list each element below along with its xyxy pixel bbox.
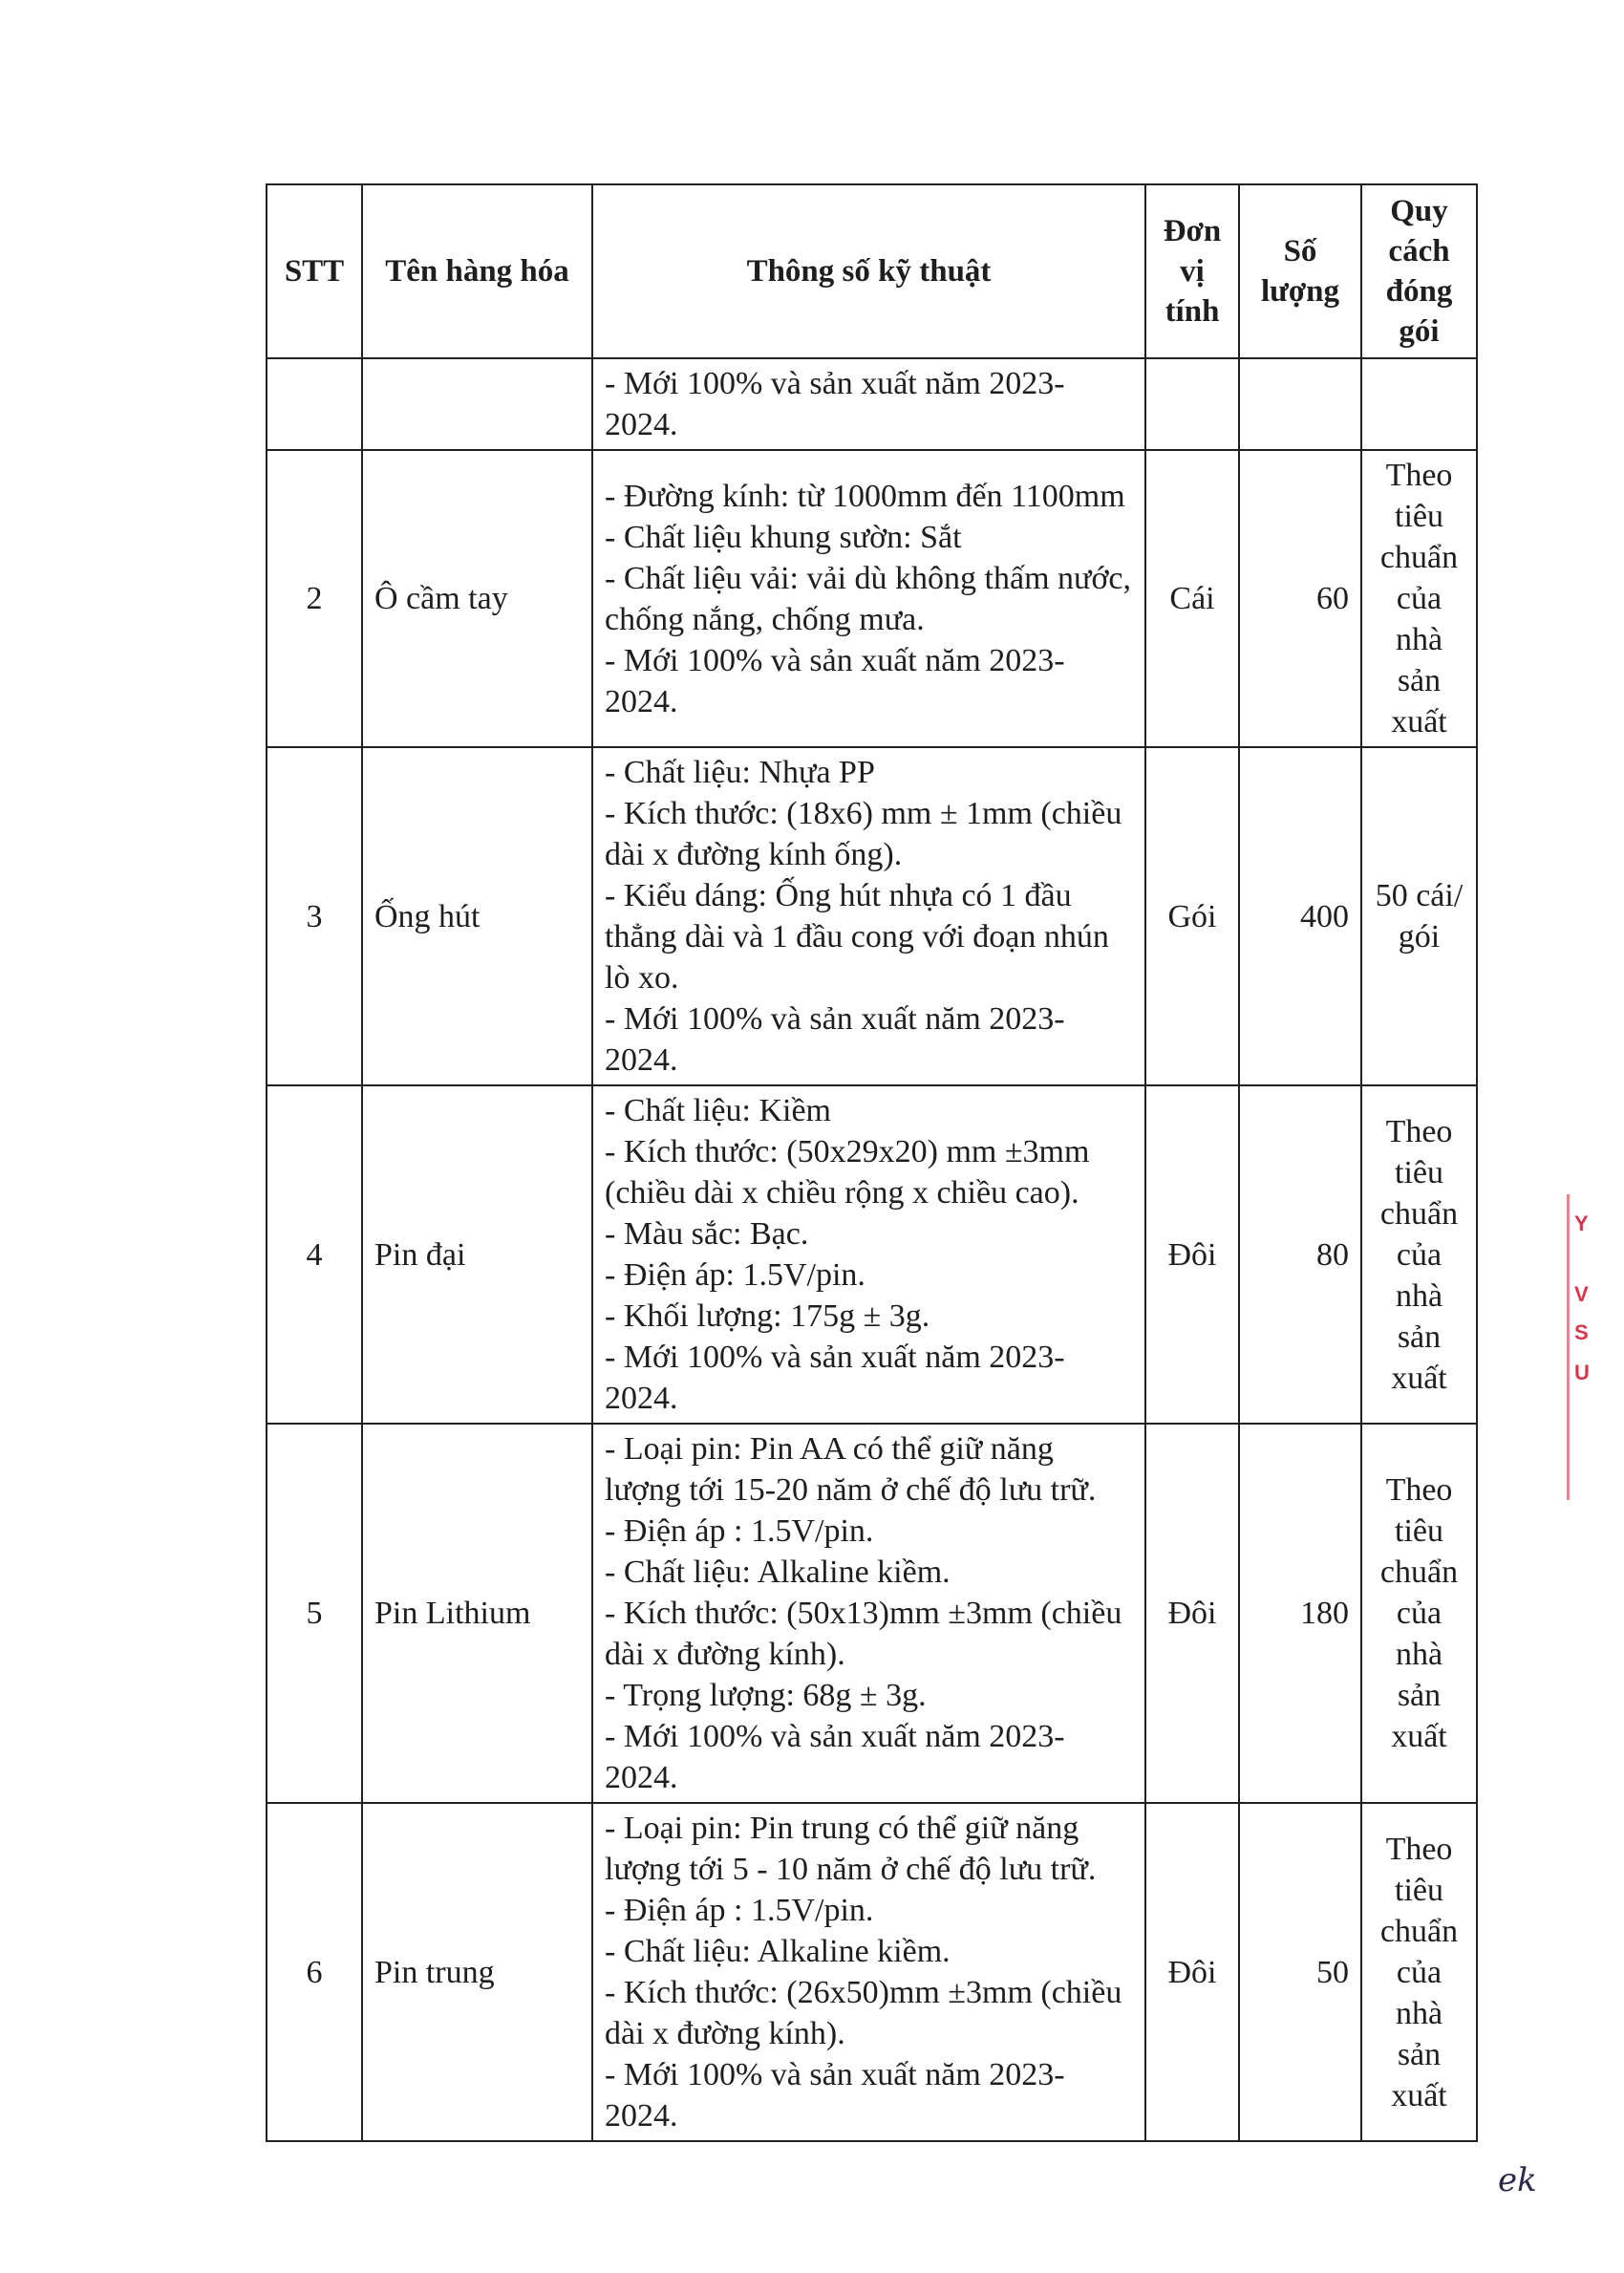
- spec-line: - Kích thước: (18x6) mm ± 1mm (chiều dài x đường kính ống).: [605, 796, 1122, 872]
- header-specs: Thông số kỹ thuật: [592, 184, 1145, 358]
- spec-line: - Kiểu dáng: Ống hút nhựa có 1 đầu thẳng dài và 1 đầu cong với đoạn nhún lò xo.: [605, 878, 1109, 996]
- cell-specs: [592, 1085, 1145, 1424]
- cell-packing: [1361, 358, 1477, 450]
- cell-unit: Cái: [1145, 450, 1239, 747]
- spec-line: - Điện áp : 1.5V/pin.: [605, 1513, 874, 1549]
- cell-specs: [592, 1803, 1145, 2141]
- spec-line: - Chất liệu: Alkaline kiềm.: [605, 1555, 951, 1590]
- spec-line: - Mới 100% và sản xuất năm 2023-2024.: [605, 642, 1065, 719]
- spec-line: - Điện áp: 1.5V/pin.: [605, 1257, 865, 1293]
- cell-unit: Đôi: [1145, 1424, 1239, 1803]
- cell-qty: 80: [1239, 1085, 1361, 1424]
- stamp-mark: S: [1574, 1320, 1589, 1344]
- header-name: Tên hàng hóa: [362, 184, 592, 358]
- spec-line: - Mới 100% và sản xuất năm 2023-2024.: [605, 1001, 1065, 1078]
- cell-name: [362, 358, 592, 450]
- specification-table: [266, 183, 1478, 2142]
- spec-line: - Loại pin: Pin trung có thể giữ năng lượng tới 5 - 10 năm ở chế độ lưu trữ.: [605, 1811, 1097, 1887]
- header-qty: Số lượng: [1239, 184, 1361, 358]
- cell-packing: Theo tiêu chuẩn của nhà sản xuất: [1361, 1085, 1477, 1424]
- spec-line: - Đường kính: từ 1000mm đến 1100mm: [605, 478, 1125, 514]
- cell-specs: [592, 747, 1145, 1085]
- spec-line: - Chất liệu khung sườn: Sắt: [605, 519, 962, 555]
- spec-line: - Chất liệu vải: vải dù không thấm nước, chống nắng, chống mưa.: [605, 560, 1132, 637]
- header-stt: STT: [267, 184, 362, 358]
- cell-specs: [592, 1424, 1145, 1803]
- spec-line: - Màu sắc: Bạc.: [605, 1216, 809, 1252]
- cell-packing: Theo tiêu chuẩn của nhà sản xuất: [1361, 450, 1477, 747]
- table-row: [267, 1085, 1477, 1424]
- header-packing: Quy cách đóng gói: [1361, 184, 1477, 358]
- cell-qty: 50: [1239, 1803, 1361, 2141]
- cell-qty: [1239, 358, 1361, 450]
- cell-stt: 3: [267, 747, 362, 1085]
- header-row: [267, 184, 1477, 358]
- cell-stt: 6: [267, 1803, 362, 2141]
- cell-stt: 2: [267, 450, 362, 747]
- table-row: [267, 450, 1477, 747]
- cell-unit: Đôi: [1145, 1803, 1239, 2141]
- cell-name: Pin đại: [362, 1085, 592, 1424]
- table-row: [267, 1803, 1477, 2141]
- stamp-mark: Y: [1574, 1212, 1589, 1235]
- spec-line: - Mới 100% và sản xuất năm 2023-2024.: [605, 2057, 1065, 2134]
- spec-line: - Mới 100% và sản xuất năm 2023-2024.: [605, 1719, 1065, 1795]
- spec-line: - Kích thước: (26x50)mm ±3mm (chiều dài x đường kính).: [605, 1975, 1122, 2051]
- cell-unit: [1145, 358, 1239, 450]
- stamp-mark: V: [1574, 1282, 1589, 1306]
- spec-line: - Mới 100% và sản xuất năm 2023-2024.: [605, 366, 1065, 442]
- table-body: [267, 358, 1477, 2141]
- cell-stt: 4: [267, 1085, 362, 1424]
- spec-line: - Chất liệu: Alkaline kiềm.: [605, 1934, 951, 1969]
- cell-specs: [592, 450, 1145, 747]
- cell-packing: Theo tiêu chuẩn của nhà sản xuất: [1361, 1803, 1477, 2141]
- spec-line: - Trọng lượng: 68g ± 3g.: [605, 1678, 927, 1713]
- cell-stt: 5: [267, 1424, 362, 1803]
- spec-line: - Loại pin: Pin AA có thể giữ năng lượng tới 15-20 năm ở chế độ lưu trữ.: [605, 1431, 1097, 1508]
- cell-qty: 60: [1239, 450, 1361, 747]
- cell-packing: Theo tiêu chuẩn của nhà sản xuất: [1361, 1424, 1477, 1803]
- cell-name: Ống hút: [362, 747, 592, 1085]
- table-row: [267, 1424, 1477, 1803]
- cell-qty: 400: [1239, 747, 1361, 1085]
- cell-specs: [592, 358, 1145, 450]
- cell-packing: 50 cái/ gói: [1361, 747, 1477, 1085]
- cell-name: Ô cầm tay: [362, 450, 592, 747]
- spec-line: - Chất liệu: Kiềm: [605, 1093, 832, 1128]
- handwritten-initials: ek: [1498, 2161, 1537, 2199]
- cell-name: Pin trung: [362, 1803, 592, 2141]
- stamp-mark: U: [1574, 1361, 1590, 1384]
- header-unit: Đơn vị tính: [1145, 184, 1239, 358]
- table-row: [267, 747, 1477, 1085]
- spec-line: - Mới 100% và sản xuất năm 2023-2024.: [605, 1340, 1065, 1416]
- cell-stt: [267, 358, 362, 450]
- red-stamp-edge: [1567, 1194, 1624, 1500]
- cell-unit: Gói: [1145, 747, 1239, 1085]
- table-row: [267, 358, 1477, 450]
- spec-line: - Chất liệu: Nhựa PP: [605, 755, 875, 790]
- spec-line: - Kích thước: (50x13)mm ±3mm (chiều dài x đường kính).: [605, 1596, 1122, 1672]
- cell-name: Pin Lithium: [362, 1424, 592, 1803]
- cell-unit: Đôi: [1145, 1085, 1239, 1424]
- cell-qty: 180: [1239, 1424, 1361, 1803]
- spec-line: - Kích thước: (50x29x20) mm ±3mm (chiều dài x chiều rộng x chiều cao).: [605, 1134, 1090, 1211]
- spec-line: - Điện áp : 1.5V/pin.: [605, 1893, 874, 1928]
- spec-line: - Khối lượng: 175g ± 3g.: [605, 1298, 930, 1334]
